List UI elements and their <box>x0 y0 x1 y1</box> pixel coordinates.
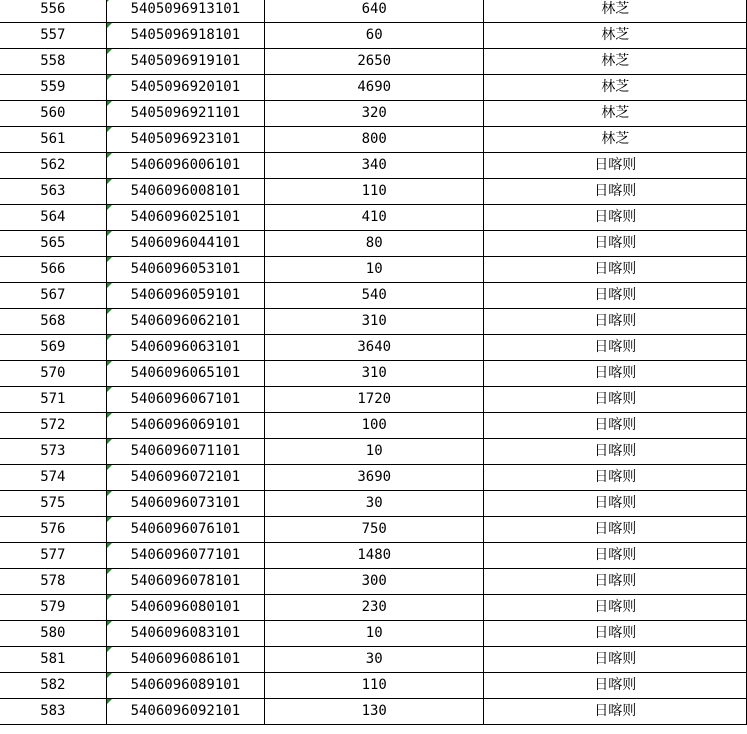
quantity-cell[interactable]: 100 <box>265 413 484 439</box>
row-index-cell[interactable]: 568 <box>0 309 106 335</box>
quantity-cell[interactable]: 750 <box>265 517 484 543</box>
row-index-cell[interactable]: 558 <box>0 49 106 75</box>
city-cell[interactable]: 林芝 <box>484 101 747 127</box>
city-cell[interactable]: 日喀则 <box>484 543 747 569</box>
table-row <box>0 257 747 283</box>
table-row <box>0 49 747 75</box>
table-row <box>0 361 747 387</box>
item-code-cell[interactable]: 5406096065101 <box>106 361 264 387</box>
row-index-cell[interactable]: 569 <box>0 335 106 361</box>
table-row <box>0 179 747 205</box>
quantity-cell[interactable]: 800 <box>265 127 484 153</box>
quantity-cell[interactable]: 3690 <box>265 465 484 491</box>
quantity-cell[interactable]: 310 <box>265 309 484 335</box>
quantity-cell[interactable]: 540 <box>265 283 484 309</box>
item-code-cell[interactable]: 5405096918101 <box>106 23 264 49</box>
quantity-cell[interactable]: 3640 <box>265 335 484 361</box>
item-code-cell[interactable]: 5406096006101 <box>106 153 264 179</box>
item-code-cell[interactable]: 5406096025101 <box>106 205 264 231</box>
row-index-cell[interactable]: 574 <box>0 465 106 491</box>
table-row <box>0 101 747 127</box>
item-code-cell[interactable]: 5406096059101 <box>106 283 264 309</box>
quantity-cell[interactable]: 340 <box>265 153 484 179</box>
table-row <box>0 517 747 543</box>
city-cell[interactable]: 日喀则 <box>484 491 747 517</box>
item-code-cell[interactable]: 5406096089101 <box>106 673 264 699</box>
row-index-cell[interactable]: 575 <box>0 491 106 517</box>
quantity-cell[interactable]: 10 <box>265 439 484 465</box>
city-cell[interactable]: 日喀则 <box>484 647 747 673</box>
city-cell[interactable]: 日喀则 <box>484 517 747 543</box>
quantity-cell[interactable]: 30 <box>265 491 484 517</box>
quantity-cell[interactable]: 320 <box>265 101 484 127</box>
row-index-cell[interactable]: 576 <box>0 517 106 543</box>
city-cell[interactable]: 日喀则 <box>484 179 747 205</box>
item-code-cell[interactable]: 5406096067101 <box>106 387 264 413</box>
item-code-cell[interactable]: 5405096921101 <box>106 101 264 127</box>
row-index-cell[interactable]: 582 <box>0 673 106 699</box>
item-code-cell[interactable]: 5406096078101 <box>106 569 264 595</box>
table-row <box>0 387 747 413</box>
table-row <box>0 205 747 231</box>
quantity-cell[interactable]: 130 <box>265 699 484 725</box>
item-code-cell[interactable]: 5405096923101 <box>106 127 264 153</box>
city-cell[interactable]: 日喀则 <box>484 205 747 231</box>
table-row <box>0 569 747 595</box>
item-code-cell[interactable]: 5406096077101 <box>106 543 264 569</box>
item-code-cell[interactable]: 5405096919101 <box>106 49 264 75</box>
item-code-cell[interactable]: 5406096092101 <box>106 699 264 725</box>
city-cell[interactable]: 日喀则 <box>484 595 747 621</box>
city-cell[interactable]: 林芝 <box>484 0 747 23</box>
row-index-cell[interactable]: 567 <box>0 283 106 309</box>
row-index-cell[interactable]: 565 <box>0 231 106 257</box>
table-row <box>0 673 747 699</box>
item-code-cell[interactable]: 5405096920101 <box>106 75 264 101</box>
row-index-cell[interactable]: 573 <box>0 439 106 465</box>
table-row <box>0 413 747 439</box>
city-cell[interactable]: 日喀则 <box>484 621 747 647</box>
quantity-cell[interactable]: 110 <box>265 673 484 699</box>
row-index-cell[interactable]: 580 <box>0 621 106 647</box>
row-index-cell[interactable]: 578 <box>0 569 106 595</box>
quantity-cell[interactable]: 10 <box>265 621 484 647</box>
row-index-cell[interactable]: 564 <box>0 205 106 231</box>
quantity-cell[interactable]: 80 <box>265 231 484 257</box>
row-index-cell[interactable]: 566 <box>0 257 106 283</box>
item-code-cell[interactable]: 5406096062101 <box>106 309 264 335</box>
table-row <box>0 0 747 23</box>
quantity-cell[interactable]: 30 <box>265 647 484 673</box>
row-index-cell[interactable]: 561 <box>0 127 106 153</box>
city-cell[interactable]: 日喀则 <box>484 439 747 465</box>
table-row <box>0 153 747 179</box>
quantity-cell[interactable]: 410 <box>265 205 484 231</box>
row-index-cell[interactable]: 557 <box>0 23 106 49</box>
item-code-cell[interactable]: 5405096913101 <box>106 0 264 23</box>
table-row <box>0 231 747 257</box>
table-row <box>0 647 747 673</box>
city-cell[interactable]: 日喀则 <box>484 309 747 335</box>
quantity-cell[interactable]: 60 <box>265 23 484 49</box>
city-cell[interactable]: 日喀则 <box>484 153 747 179</box>
table-row <box>0 699 747 725</box>
row-index-cell[interactable]: 570 <box>0 361 106 387</box>
table-row <box>0 23 747 49</box>
table-row <box>0 439 747 465</box>
table-row <box>0 543 747 569</box>
city-cell[interactable]: 日喀则 <box>484 231 747 257</box>
city-cell[interactable]: 日喀则 <box>484 257 747 283</box>
row-index-cell[interactable]: 560 <box>0 101 106 127</box>
table-row <box>0 75 747 101</box>
city-cell[interactable]: 日喀则 <box>484 673 747 699</box>
city-cell[interactable]: 日喀则 <box>484 361 747 387</box>
table-row <box>0 283 747 309</box>
quantity-cell[interactable]: 310 <box>265 361 484 387</box>
quantity-cell[interactable]: 110 <box>265 179 484 205</box>
table-row <box>0 595 747 621</box>
item-code-cell[interactable]: 5406096080101 <box>106 595 264 621</box>
table-row <box>0 309 747 335</box>
quantity-cell[interactable]: 640 <box>265 0 484 23</box>
city-cell[interactable]: 林芝 <box>484 23 747 49</box>
row-index-cell[interactable]: 577 <box>0 543 106 569</box>
row-index-cell[interactable]: 581 <box>0 647 106 673</box>
quantity-cell[interactable]: 230 <box>265 595 484 621</box>
city-cell[interactable]: 林芝 <box>484 127 747 153</box>
city-cell[interactable]: 林芝 <box>484 75 747 101</box>
table-row <box>0 621 747 647</box>
item-code-cell[interactable]: 5406096053101 <box>106 257 264 283</box>
quantity-cell[interactable]: 1480 <box>265 543 484 569</box>
item-code-cell[interactable]: 5406096086101 <box>106 647 264 673</box>
quantity-cell[interactable]: 300 <box>265 569 484 595</box>
city-cell[interactable]: 日喀则 <box>484 413 747 439</box>
item-code-cell[interactable]: 5406096063101 <box>106 335 264 361</box>
row-index-cell[interactable]: 571 <box>0 387 106 413</box>
row-index-cell[interactable]: 579 <box>0 595 106 621</box>
city-cell[interactable]: 日喀则 <box>484 387 747 413</box>
city-cell[interactable]: 日喀则 <box>484 569 747 595</box>
item-code-cell[interactable]: 5406096071101 <box>106 439 264 465</box>
row-index-cell[interactable]: 572 <box>0 413 106 439</box>
row-index-cell[interactable]: 563 <box>0 179 106 205</box>
row-index-cell[interactable]: 583 <box>0 699 106 725</box>
quantity-cell[interactable]: 1720 <box>265 387 484 413</box>
table-row <box>0 491 747 517</box>
city-cell[interactable]: 日喀则 <box>484 335 747 361</box>
row-index-cell[interactable]: 562 <box>0 153 106 179</box>
table-row <box>0 465 747 491</box>
quantity-cell[interactable]: 10 <box>265 257 484 283</box>
item-code-cell[interactable]: 5406096083101 <box>106 621 264 647</box>
item-code-cell[interactable]: 5406096008101 <box>106 179 264 205</box>
row-index-cell[interactable]: 559 <box>0 75 106 101</box>
city-cell[interactable]: 林芝 <box>484 49 747 75</box>
quantity-cell[interactable]: 4690 <box>265 75 484 101</box>
table-row <box>0 127 747 153</box>
item-code-cell[interactable]: 5406096073101 <box>106 491 264 517</box>
table-row <box>0 335 747 361</box>
city-cell[interactable]: 日喀则 <box>484 465 747 491</box>
city-cell[interactable]: 日喀则 <box>484 283 747 309</box>
city-cell[interactable]: 日喀则 <box>484 699 747 725</box>
item-code-cell[interactable]: 5406096044101 <box>106 231 264 257</box>
quantity-cell[interactable]: 2650 <box>265 49 484 75</box>
item-code-cell[interactable]: 5406096069101 <box>106 413 264 439</box>
item-code-cell[interactable]: 5406096072101 <box>106 465 264 491</box>
item-code-cell[interactable]: 5406096076101 <box>106 517 264 543</box>
row-index-cell[interactable]: 556 <box>0 0 106 23</box>
